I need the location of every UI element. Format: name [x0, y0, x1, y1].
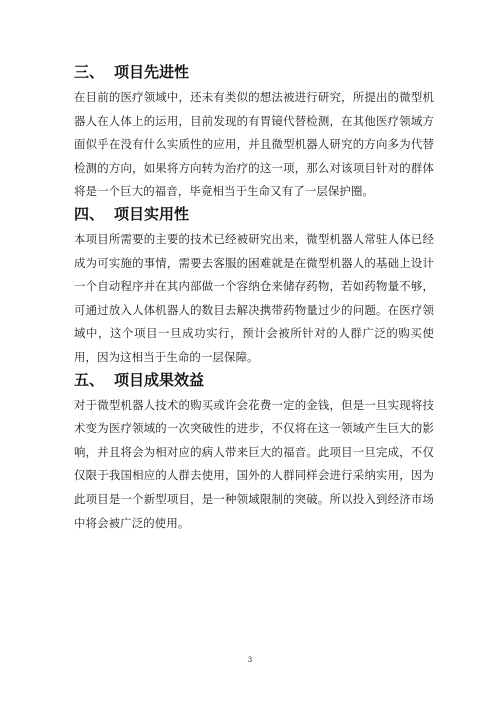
- section-title: 项目成果效益: [114, 370, 205, 389]
- section-number: 五、: [74, 370, 105, 389]
- section-heading: [74, 370, 434, 394]
- section-advancement: [74, 62, 434, 204]
- section-body: 在目前的医疗领域中，还未有类似的想法被进行研究，所提出的微型机器人在人体上的运用，目前发现的有胃镜代替检测，在其他医疗领域方面似乎在没有什么实质性的应用，并且微型机器人研究的方向多为代替检测的方向，如果将方向转为治疗的这一项，那么对该项目针对的群体将是一个巨大的福音，毕竟相当于生命又有了一层保护圈。: [74, 90, 434, 199]
- section-practicality: [74, 204, 434, 370]
- section-number: 三、: [74, 63, 105, 81]
- section-heading: [74, 62, 434, 86]
- section-heading: [74, 204, 434, 228]
- section-benefits: [74, 370, 434, 536]
- section-title: 项目实用性: [114, 204, 190, 223]
- section-body: 本项目所需要的主要的技术已经被研究出来，微型机器人常驻人体已经成为可实施的事情，需要去客服的困难就是在微型机器人的基础上设计一个自动程序并在其内部做一个容纳仓来储存药物，若如药物量不够，可通过放入人体机器人的数目去解决携带药物量过少的问题。在医疗领域中，这个项目一旦成功实行，预计会被所针对的人群广泛的购买使用，因为这相当于生命的一层保障。: [74, 231, 434, 364]
- page-content: [74, 62, 434, 535]
- section-body: 对于微型机器人技术的购买或许会花费一定的金钱，但是一旦实现将技术变为医疗领域的一次突破性的进步，不仅将在这一领域产生巨大的影响，并且将会为相对应的病人带来巨大的福音。此项目一旦完成，不仅仅限于我国相应的人群去使用，国外的人群同样会进行采纳实用，因为此项目是一个新型项目，是一种领域限制的突破。所以投入到经济市场中将会被广泛的使用。: [74, 397, 434, 530]
- section-number: 四、: [74, 204, 105, 223]
- page-number: 3: [247, 656, 253, 664]
- section-title: 项目先进性: [114, 63, 190, 81]
